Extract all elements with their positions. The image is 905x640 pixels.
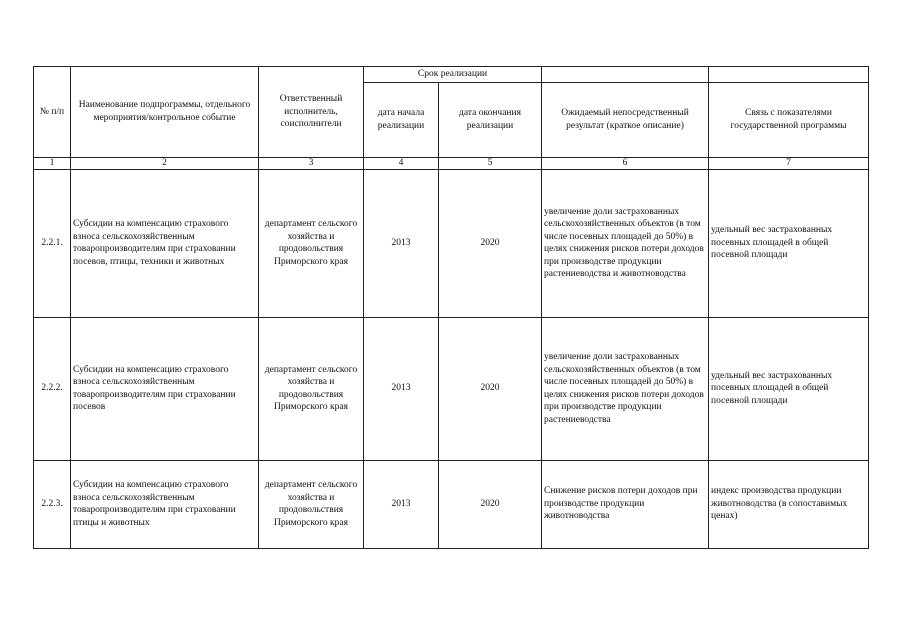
header-responsible: Ответственный исполнитель, соисполнители — [259, 67, 364, 158]
row-start: 2013 — [364, 169, 439, 317]
row-name: Субсидии на компенсацию страхового взноса сельскохозяйственным товаропроизводителям при страховании птицы и животных — [71, 460, 259, 548]
column-number: 1 — [34, 157, 71, 169]
row-end: 2020 — [439, 169, 542, 317]
row-name: Субсидии на компенсацию страхового взноса сельскохозяйственным товаропроизводителям при страховании посевов, птицы, техники и животных — [71, 169, 259, 317]
row-name: Субсидии на компенсацию страхового взноса сельскохозяйственным товаропроизводителям при страховании посевов — [71, 317, 259, 460]
header-num: № п/п — [34, 67, 71, 158]
column-number: 6 — [542, 157, 709, 169]
row-result: Снижение рисков потери доходов при производстве продукции животноводства — [542, 460, 709, 548]
row-responsible: департамент сельского хозяйства и продовольствия Приморского края — [259, 317, 364, 460]
measures-table — [33, 66, 869, 549]
header-link: Связь с показателями государственной программы — [709, 82, 869, 157]
row-link: удельный вес застрахованных посевных площадей в общей посевной площади — [709, 169, 869, 317]
column-number: 2 — [71, 157, 259, 169]
header-term: Срок реализации — [364, 67, 542, 83]
row-num: 2.2.3. — [34, 460, 71, 548]
row-responsible: департамент сельского хозяйства и продовольствия Приморского края — [259, 169, 364, 317]
header-link-spacer — [709, 67, 869, 83]
table-row — [34, 317, 869, 460]
column-number: 4 — [364, 157, 439, 169]
header-start: дата начала реализации — [364, 82, 439, 157]
row-end: 2020 — [439, 460, 542, 548]
row-end: 2020 — [439, 317, 542, 460]
header-name: Наименование подпрограммы, отдельного мероприятия/контрольное событие — [71, 67, 259, 158]
row-link: индекс производства продукции животноводства (в сопоставимых ценах) — [709, 460, 869, 548]
row-result: увеличение доли застрахованных сельскохозяйственных объектов (в том числе посевных площадей до 50%) в целях снижения рисков потери доходов при производстве продукции растениеводства — [542, 317, 709, 460]
table-row — [34, 460, 869, 548]
row-link: удельный вес застрахованных посевных площадей в общей посевной площади — [709, 317, 869, 460]
row-start: 2013 — [364, 460, 439, 548]
column-number-row — [34, 157, 869, 169]
row-num: 2.2.1. — [34, 169, 71, 317]
column-number: 7 — [709, 157, 869, 169]
column-number: 5 — [439, 157, 542, 169]
row-start: 2013 — [364, 317, 439, 460]
row-responsible: департамент сельского хозяйства и продовольствия Приморского края — [259, 460, 364, 548]
row-result: увеличение доли застрахованных сельскохозяйственных объектов (в том числе посевных площадей до 50%) в целях снижения рисков потери доходов при производстве продукции растениеводства и животноводства — [542, 169, 709, 317]
column-number: 3 — [259, 157, 364, 169]
header-end: дата окончания реализации — [439, 82, 542, 157]
table-row — [34, 169, 869, 317]
header-result-spacer — [542, 67, 709, 83]
header-result: Ожидаемый непосредственный результат (краткое описание) — [542, 82, 709, 157]
row-num: 2.2.2. — [34, 317, 71, 460]
